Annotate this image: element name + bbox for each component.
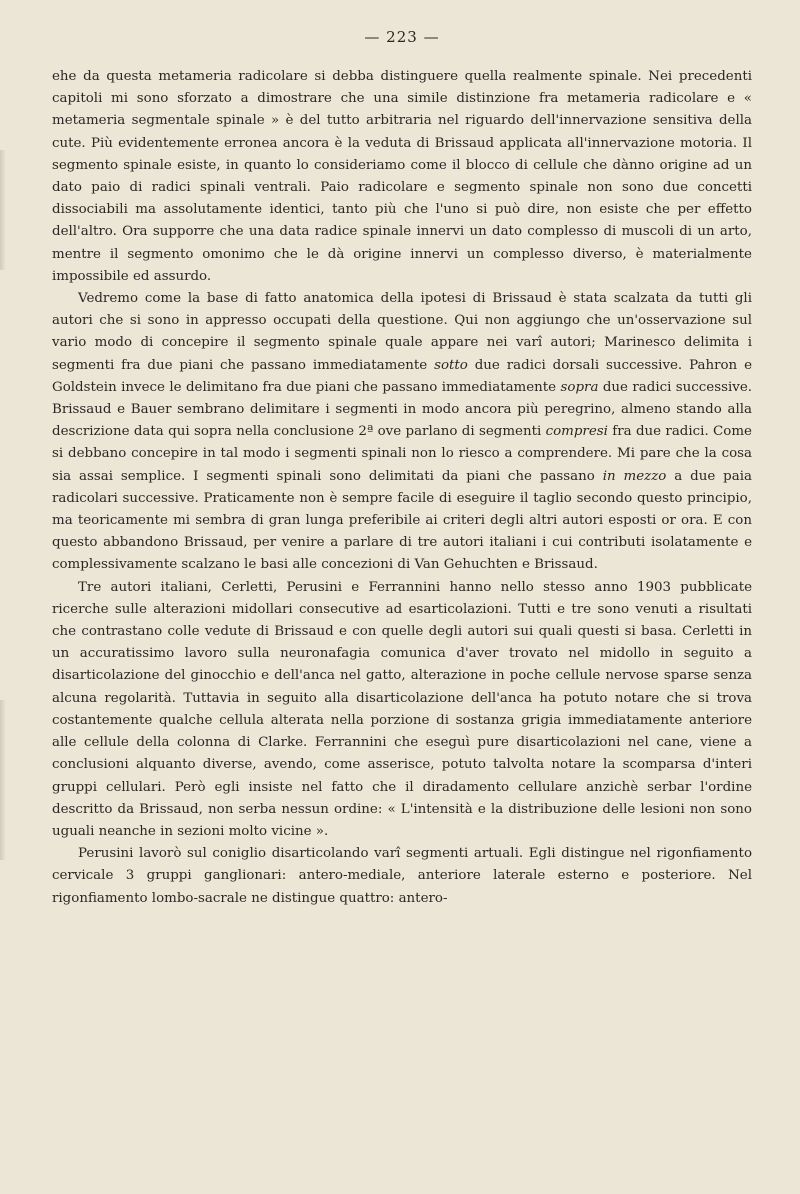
paragraph [52, 577, 752, 843]
text-run: due radici dorsali successive. Pahron e Goldstein invece le delimitano fra due piani che passano immediatamente [52, 357, 752, 395]
text-run: Vedremo come la base di fatto anatomica della ipotesi di Brissaud è stata scalzata da tutti gli autori che si sono in appresso occupati della questione. Qui non aggiungo che un'osservazione sul vario modo di concepire il segmento spinale quale appare nei varî autori; Marinesco delimita i segmenti fra due piani che passano immediatamente [52, 291, 752, 373]
paragraph [52, 288, 752, 577]
text-run: Tre autori italiani, Cerletti, Perusini e Ferrannini hanno nello stesso anno 1903 pubblicate ricerche sulle alterazioni midollari consecutive ad esarticolazioni. Tutti e tre sono venuti a risultati che contrastano colle vedute di Brissaud e con quelle degli autori sui quali questi si basa. Cerletti in un accuratissimo lavoro sulla neuronafagia comunica d'aver trovato nel midollo in seguito a disarticolazione del ginocchio e dell'anca nel gatto, alterazione in poche cellule nervose sparse senza alcuna regolarità. Tuttavia in seguito alla disarticolazione dell'anca ha potuto notare che si trova costantemente qualche cellula alterata nella porzione di sostanza grigia immediatamente anteriore alle cellule della colonna di Clarke. Ferrannini che eseguì pure disarticolazioni nel cane, viene a conclusioni alquanto diverse, avendo, come asserisce, potuto talvolta notare la scomparsa d'interi gruppi cellulari. Però egli insiste nel fatto che il diradamento cellulare anzichè serbar l'ordine descritto da Brissaud, non serba nessun ordine: « L'intensità e la distribuzione delle lesioni non sono uguali neanche in sezioni molto vicine ». [52, 579, 752, 839]
text-run: ehe da questa metameria radicolare si debba distinguere quella realmente spinale. Nei precedenti capitoli mi sono sforzato a dimostrare che una simile distinzione fra metameria radicolare e « metameria segmentale spinale » è del tutto arbitraria nel riguardo dell'innervazione sensitiva della cute. Più evidentemente erronea ancora è la veduta di Brissaud applicata all'innervazione motoria. Il segmento spinale esiste, in quanto lo consideriamo come il blocco di cellule che dànno origine ad un dato paio di radici spinali ventrali. Paio radicolare e segmento spinale non sono due concetti dissociabili ma assolutamente identici, tanto più che l'uno si può dire, non esiste che per effetto dell'altro. Ora supporre che una data radice spinale innervi un dato complesso di muscoli di un arto, mentre il segmento omonimo che le dà origine innervi un complesso diverso, è materialmente impossibile ed assurdo. [52, 69, 752, 284]
book-page [52, 28, 752, 1178]
text-run: fra due radici. Come si debbano concepire in tal modo i segmenti spinali non lo riesco a comprendere. Mi pare che la cosa sia assai semplice. I segmenti spinali sono delimitati da piani che passano [52, 424, 752, 484]
italic-text: sopra [560, 379, 599, 395]
body-text [52, 66, 752, 910]
italic-text: sotto [434, 357, 468, 373]
paragraph [52, 66, 752, 288]
page-edge-shadow [0, 700, 6, 860]
text-run: Perusini lavorò sul coniglio disarticolando varî segmenti artuali. Egli distingue nel rigonfiamento cervicale 3 gruppi ganglionari: antero-mediale, anteriore laterale esterno e posteriore. Nel rigonfiamento lombo-sacrale ne distingue quattro: antero- [52, 846, 752, 906]
page-edge-shadow [0, 150, 6, 270]
text-run: a due paia radicolari successive. Praticamente non è sempre facile di eseguire il taglio secondo questo principio, ma teoricamente mi sembra di gran lunga preferibile ai criteri degli altri autori esposti or ora. E con questo abbandono Brissaud, per venire a parlare di tre autori italiani i cui contributi isolatamente e complessivamente scalzano le basi alle concezioni di Van Gehuchten e Brissaud. [52, 468, 752, 573]
paragraph [52, 843, 752, 910]
italic-text: compresi [545, 424, 608, 440]
page-number: — 223 — [364, 28, 440, 46]
text-run: due radici successive. Brissaud e Bauer sembrano delimitare i segmenti in modo ancora più peregrino, almeno stando alla descrizione data qui sopra nella conclusione 2ª ove parlano di segmenti [52, 379, 752, 440]
italic-text: in mezzo [602, 468, 667, 484]
